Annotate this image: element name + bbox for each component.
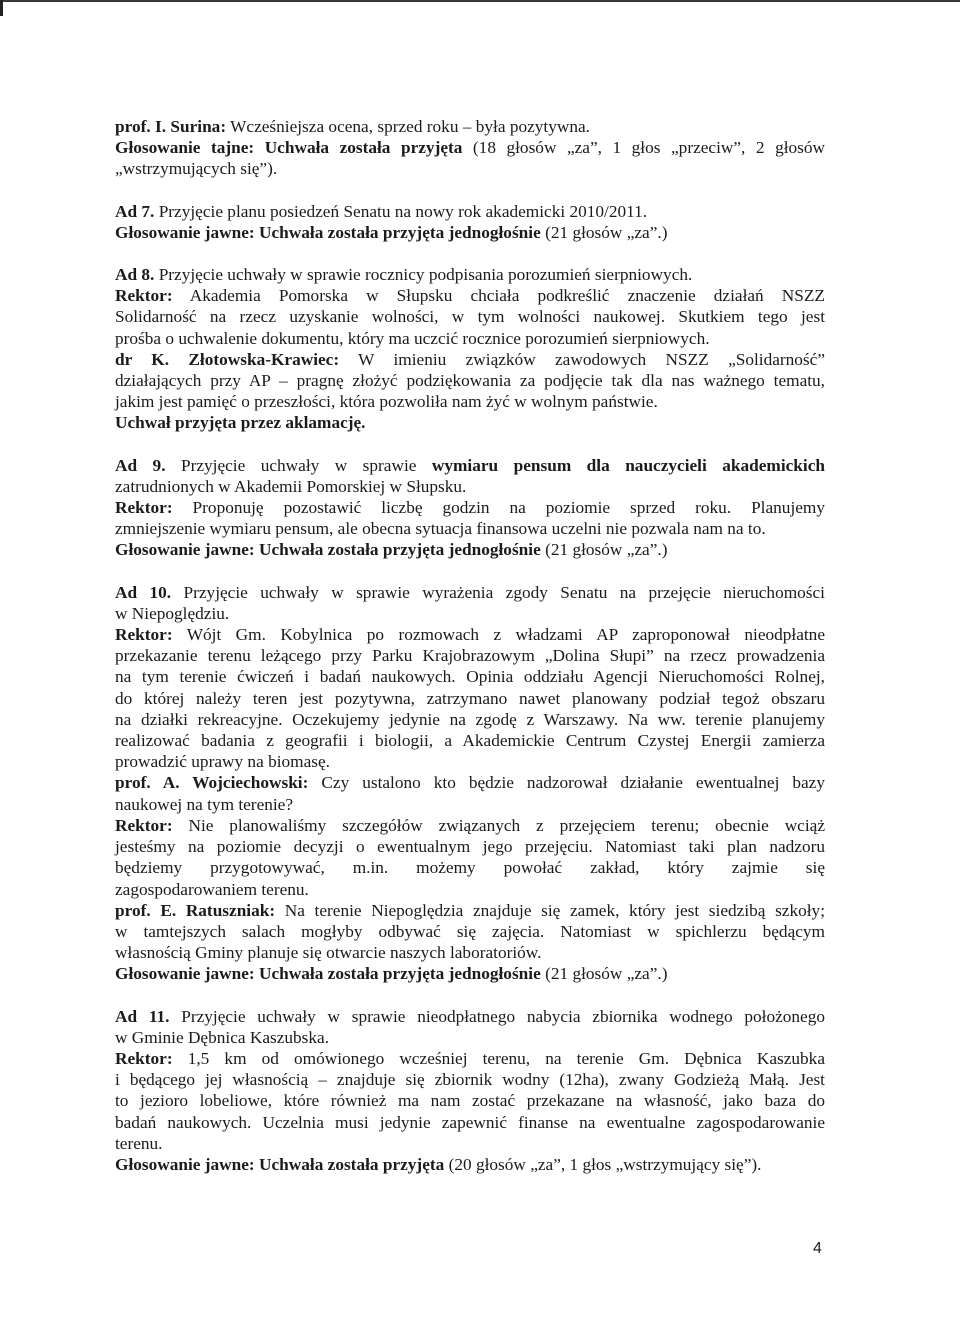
text-line xyxy=(115,709,825,730)
body-text: terenu. xyxy=(115,1133,163,1153)
body-text: jakim jest pamięć o przeszłości, która pozwoliła nam żyć w wolnym państwie. xyxy=(115,392,658,412)
body-text: (21 głosów „za”.) xyxy=(540,540,668,560)
text-line xyxy=(115,1133,825,1154)
paragraph xyxy=(115,116,825,180)
bold-text: Głosowanie tajne: Uchwała została przyjęta xyxy=(115,138,463,158)
text-line xyxy=(115,879,825,900)
body-text: i będącego jej własnością – znajduje się zbiornik wodny (12ha), zwany Godzieżą Małą. Jest xyxy=(115,1070,825,1090)
paragraph xyxy=(115,1006,825,1176)
body-text: prośba o uchwalenie dokumentu, który ma uczcić rocznice porozumień sierpniowych. xyxy=(115,328,710,348)
body-text: „wstrzymujących się”). xyxy=(115,159,278,179)
body-text: Przyjęcie uchwały w sprawie xyxy=(165,455,432,475)
body-text: zatrudnionych w Akademii Pomorskiej w Słupsku. xyxy=(115,476,467,496)
body-text: Proponuję pozostawić liczbę godzin na poziomie sprzed roku. Planujemy xyxy=(172,498,825,518)
text-line xyxy=(115,264,825,285)
body-text: w tamtejszych salach mogłyby odbywać się zajęcia. Natomiast w spichlerzu będącym xyxy=(115,921,825,941)
body-text: Wcześniejsza ocena, sprzed roku – była pozytywna. xyxy=(226,117,590,136)
text-line xyxy=(115,306,825,327)
bold-text: Rektor: xyxy=(115,498,173,518)
body-text: w Gminie Dębnica Kaszubska. xyxy=(115,1027,330,1047)
text-line xyxy=(115,963,825,984)
bold-text: Rektor: xyxy=(115,625,173,645)
text-line xyxy=(115,1069,825,1090)
text-line xyxy=(115,1027,825,1048)
body-text: Czy ustalono kto będzie nadzorował działanie ewentualnej bazy xyxy=(308,773,825,793)
bold-text: Ad 7. xyxy=(115,201,155,221)
text-line xyxy=(115,116,825,137)
body-text: realizować badania z geografii i biologii, a Akademickie Centrum Czystej Energii zamierza xyxy=(115,731,825,751)
body-text: własnością Gminy planuje się otwarcie naszych laboratoriów. xyxy=(115,943,542,963)
body-text: prowadzić uprawy na biomasę. xyxy=(115,752,330,772)
body-text: Solidarność na rzecz uzyskanie wolności, w tym wolności naukowej. Skutkiem tego jest xyxy=(115,307,825,327)
text-line xyxy=(115,730,825,751)
body-text: do której należy teren jest pozytywna, zatrzymano nawet planowany podział tegoż obszaru xyxy=(115,688,825,708)
text-line xyxy=(115,1006,825,1027)
bold-text: dr K. Złotowska-Krawiec: xyxy=(115,349,340,369)
scan-edge-mark xyxy=(0,0,3,16)
body-text: przekazanie terenu leżącego przy Parku Krajobrazowym „Dolina Słupi” na rzecz prowadzenia xyxy=(115,646,825,666)
body-text: jesteśmy na poziomie decyzji o ewentualnym jego przejęciu. Natomiast taki plan nadzoru xyxy=(115,837,825,857)
text-line xyxy=(115,1048,825,1069)
body-text: (18 głosów „za”, 1 głos „przeciw”, 2 głosów xyxy=(462,138,825,158)
text-line xyxy=(115,1154,825,1175)
text-line xyxy=(115,137,825,158)
bold-text: Uchwał przyjęta przez aklamację. xyxy=(115,413,366,433)
text-line xyxy=(115,455,825,476)
body-text: badań naukowych. Uczelnia musi jedynie zapewnić finanse na ewentualne zagospodarowanie xyxy=(115,1112,825,1132)
bold-text: Rektor: xyxy=(115,1048,173,1068)
bold-text: Ad 9. xyxy=(115,455,166,475)
text-line xyxy=(115,582,825,603)
bold-text: prof. E. Ratuszniak: xyxy=(115,900,276,920)
body-text: zmniejszenie wymiaru pensum, ale obecna sytuacja finansowa uczelni nie pozwala nam na to. xyxy=(115,519,766,539)
bold-text: Ad 11. xyxy=(115,1006,170,1026)
paragraph xyxy=(115,455,825,561)
bold-text: prof. I. Surina: xyxy=(115,117,227,136)
body-text: Przyjęcie uchwały w sprawie wyrażenia zgody Senatu na przejęcie nieruchomości xyxy=(171,582,825,602)
bold-text: Głosowanie jawne: Uchwała została przyjęta jednogłośnie xyxy=(115,964,541,984)
body-text: na tym terenie ćwiczeń i badań naukowych. Opinia oddziału Agencji Nieruchomości Rolnej, xyxy=(115,667,825,687)
text-line xyxy=(115,815,825,836)
bold-text: Głosowanie jawne: Uchwała została przyjęta xyxy=(115,1154,445,1174)
bold-text: Głosowanie jawne: Uchwała została przyjęta jednogłośnie xyxy=(115,222,541,242)
text-line xyxy=(115,1090,825,1111)
paragraph xyxy=(115,264,825,434)
body-text: Akademia Pomorska w Słupsku chciała podkreślić znaczenie działań NSZZ xyxy=(172,286,825,306)
text-line xyxy=(115,158,825,179)
body-text: (20 głosów „za”, 1 głos „wstrzymujący się”). xyxy=(444,1154,762,1174)
bold-text: Głosowanie jawne: Uchwała została przyjęta jednogłośnie xyxy=(115,540,541,560)
body-text: Na terenie Niepoględzia znajduje się zamek, który jest siedzibą szkoły; xyxy=(275,900,825,920)
bold-text: prof. A. Wojciechowski: xyxy=(115,773,309,793)
paragraph xyxy=(115,201,825,243)
text-line xyxy=(115,201,825,222)
bold-text: Ad 10. xyxy=(115,582,172,602)
text-line xyxy=(115,349,825,370)
body-text: 1,5 km od omówionego wcześniej terenu, na terenie Gm. Dębnica Kaszubka xyxy=(172,1048,825,1068)
text-line xyxy=(115,539,825,560)
text-line xyxy=(115,370,825,391)
page-number: 4 xyxy=(813,1240,822,1257)
text-line xyxy=(115,624,825,645)
body-text: będziemy przygotowywać, m.in. możemy powołać zakład, który zajmie się xyxy=(115,858,825,878)
body-text: działających przy AP – pragnę złożyć podziękowania za podjęcie tak dla nas ważnego tematu, xyxy=(115,371,825,391)
body-text: na działki rekreacyjne. Oczekujemy jedynie na zgodę z Warszawy. Na ww. terenie planujemy xyxy=(115,709,825,729)
body-text: w Niepoględziu. xyxy=(115,603,230,623)
text-line xyxy=(115,328,825,349)
text-line xyxy=(115,836,825,857)
text-line xyxy=(115,645,825,666)
text-line xyxy=(115,666,825,687)
text-line xyxy=(115,942,825,963)
body-text: W imieniu związków zawodowych NSZZ „Solidarność” xyxy=(339,349,826,369)
document-body xyxy=(115,116,825,1196)
body-text: Przyjęcie uchwały w sprawie nieodpłatnego nabycia zbiornika wodnego położonego xyxy=(169,1006,826,1026)
scan-edge-line xyxy=(0,0,960,2)
text-line xyxy=(115,222,825,243)
body-text: to jezioro lobeliowe, które również ma nam zostać przekazane na własność, jako baza do xyxy=(115,1091,825,1111)
bold-text: wymiaru pensum dla nauczycieli akademickich xyxy=(431,455,825,475)
text-line xyxy=(115,518,825,539)
bold-text: Rektor: xyxy=(115,286,173,306)
text-line xyxy=(115,497,825,518)
body-text: (21 głosów „za”.) xyxy=(540,964,668,984)
text-line xyxy=(115,857,825,878)
paragraph xyxy=(115,582,825,985)
text-line xyxy=(115,794,825,815)
text-line xyxy=(115,772,825,793)
text-line xyxy=(115,391,825,412)
text-line xyxy=(115,1112,825,1133)
body-text: Nie planowaliśmy szczegółów związanych z przejęciem terenu; obecnie wciąż xyxy=(172,815,825,835)
text-line xyxy=(115,285,825,306)
body-text: Przyjęcie planu posiedzeń Senatu na nowy rok akademicki 2010/2011. xyxy=(154,201,648,221)
text-line xyxy=(115,412,825,433)
bold-text: Rektor: xyxy=(115,815,173,835)
text-line xyxy=(115,751,825,772)
bold-text: Ad 8. xyxy=(115,265,155,285)
text-line xyxy=(115,688,825,709)
body-text: Przyjęcie uchwały w sprawie rocznicy podpisania porozumień sierpniowych. xyxy=(154,265,693,285)
text-line xyxy=(115,476,825,497)
text-line xyxy=(115,900,825,921)
body-text: (21 głosów „za”.) xyxy=(540,222,668,242)
text-line xyxy=(115,921,825,942)
body-text: Wójt Gm. Kobylnica po rozmowach z władzami AP zaproponował nieodpłatne xyxy=(172,625,825,645)
body-text: zagospodarowaniem terenu. xyxy=(115,879,309,899)
body-text: naukowej na tym terenie? xyxy=(115,794,294,814)
text-line xyxy=(115,603,825,624)
